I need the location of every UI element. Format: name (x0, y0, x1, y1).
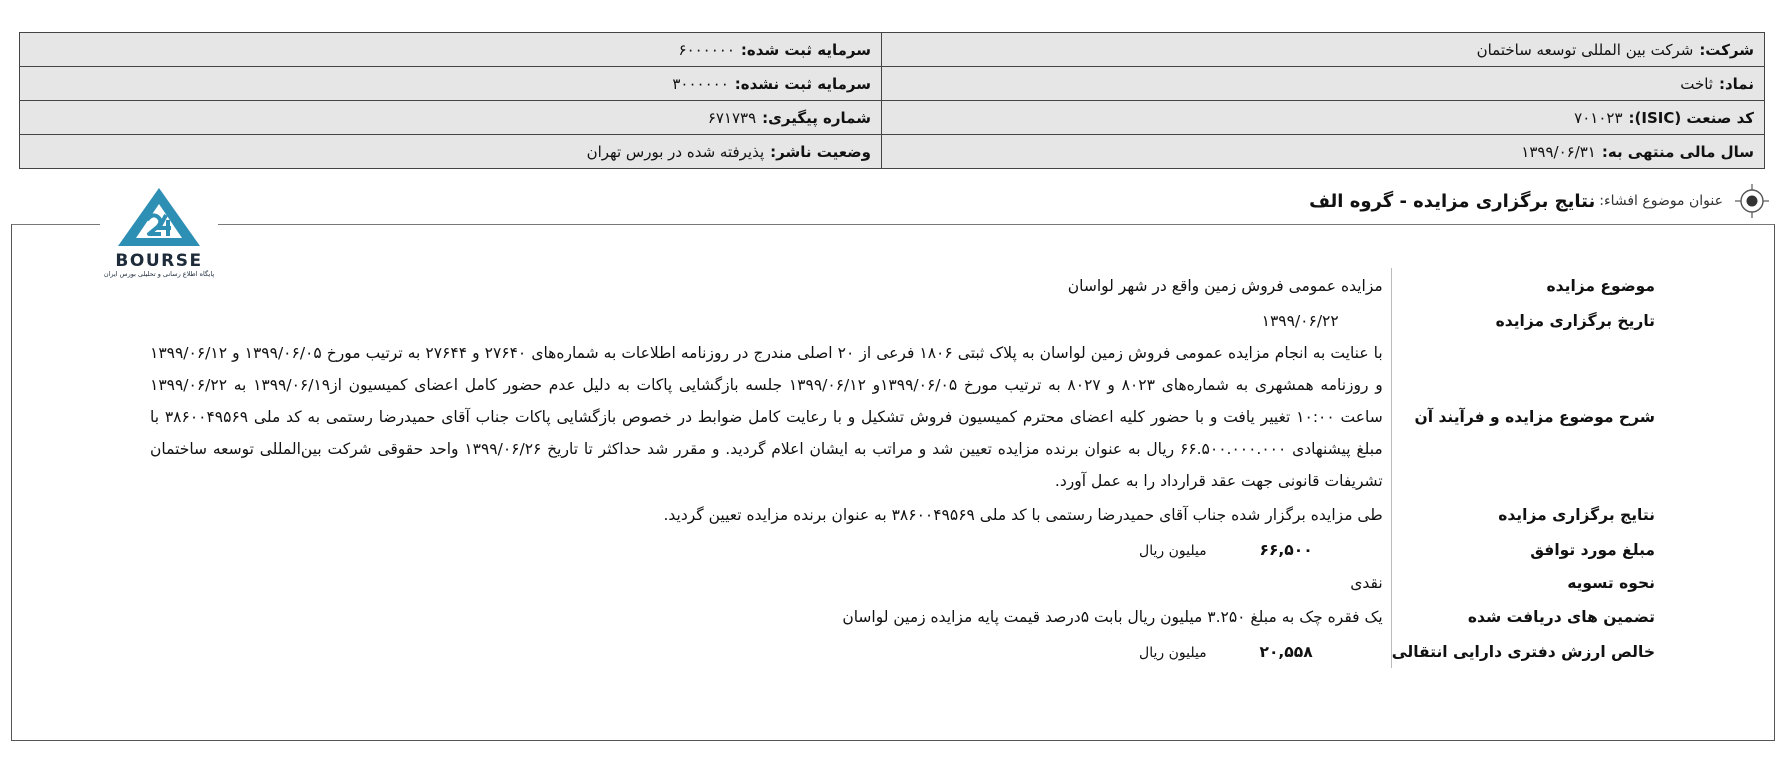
registered-capital-label: سرمایه ثبت شده: (740, 40, 871, 59)
detail-row (150, 268, 1655, 304)
info-row (20, 67, 1765, 101)
book-value-unit: میلیون ریال (1139, 644, 1207, 661)
subject-label: موضوع مزایده (1391, 268, 1655, 304)
logo-subtitle: پایگاه اطلاع رسانی و تحلیلی بورس ایران (103, 270, 215, 278)
book-value-cell (150, 635, 1391, 668)
agreed-amount-value: ۶۶,۵۰۰ (1259, 540, 1313, 559)
detail-row (150, 533, 1655, 566)
agreed-amount-unit: میلیون ریال (1139, 542, 1207, 559)
symbol-value: ثاخت (1680, 74, 1713, 93)
symbol-label: نماد: (1718, 74, 1754, 93)
fiscal-year-value: ۱۳۹۹/۰۶/۳۱ (1521, 142, 1596, 161)
results-value: طی مزایده برگزار شده جناب آقای حمیدرضا رستمی با کد ملی ۳۸۶۰۰۴۹۵۶۹ به عنوان برنده مزایده تعیین گردید. (663, 506, 1383, 524)
date-label: تاریخ برگزاری مزایده (1391, 304, 1655, 337)
detail-row (150, 497, 1655, 533)
unregistered-capital-cell (20, 67, 882, 101)
fiscal-year-label: سال مالی منتهی به: (1601, 142, 1754, 161)
company-value: شرکت بین المللی توسعه ساختمان (1476, 40, 1694, 59)
company-info-table (19, 32, 1765, 169)
book-value-value: ۲۰,۵۵۸ (1259, 642, 1313, 661)
detail-row (150, 304, 1655, 337)
unregistered-capital-value: ۳۰۰۰۰۰۰ (672, 74, 729, 93)
publisher-status-value: پذیرفته شده در بورس تهران (586, 142, 765, 161)
detail-row (150, 566, 1655, 599)
title-caption: عنوان موضوع افشاء: (1599, 193, 1723, 209)
tracking-label: شماره پیگیری: (762, 108, 871, 127)
date-text: ۱۳۹۹/۰۶/۲۲ (1261, 311, 1339, 330)
settlement-value: نقدی (1350, 573, 1383, 592)
isic-cell (882, 101, 1765, 135)
symbol-cell (882, 67, 1765, 101)
detail-row (150, 635, 1655, 668)
detail-row (150, 337, 1655, 497)
guarantees-label: تضمین های دریافت شده (1391, 599, 1655, 635)
registered-capital-value: ۶۰۰۰۰۰۰ (678, 40, 735, 59)
auction-details-table (150, 268, 1655, 668)
unregistered-capital-label: سرمایه ثبت نشده: (734, 74, 871, 93)
info-row (20, 101, 1765, 135)
detail-row (150, 599, 1655, 635)
date-value (150, 304, 1391, 337)
subject-value: مزایده عمومی فروش زمین واقع در شهر لواسان (1067, 277, 1383, 295)
book-value-label: خالص ارزش دفتری دارایی انتقالی (1391, 635, 1655, 668)
company-label: شرکت: (1699, 40, 1754, 59)
fiscal-year-cell (882, 135, 1765, 169)
tracking-cell (20, 101, 882, 135)
info-row (20, 135, 1765, 169)
logo-word: BOURSE (115, 251, 203, 271)
target-icon (1735, 184, 1769, 218)
company-cell (882, 33, 1765, 67)
results-label: نتایج برگزاری مزایده (1391, 497, 1655, 533)
agreed-amount-cell (150, 533, 1391, 566)
tracking-value: ۶۷۱۷۳۹ (707, 108, 757, 127)
registered-capital-cell (20, 33, 882, 67)
publisher-status-cell (20, 135, 882, 169)
isic-value: ۷۰۱۰۲۳ (1574, 108, 1623, 127)
isic-label: کد صنعت (ISIC): (1628, 108, 1754, 127)
description-label: شرح موضوع مزایده و فرآیند آن (1391, 337, 1655, 497)
disclosure-title-row (1309, 184, 1769, 218)
page-title: نتایج برگزاری مزایده - گروه الف (1309, 190, 1596, 212)
settlement-label: نحوه تسویه (1391, 566, 1655, 599)
guarantees-value: یک فقره چک به مبلغ ۳.۲۵۰ میلیون ریال بابت ۵درصد قیمت پایه مزایده زمین لواسان (842, 608, 1383, 626)
info-row (20, 33, 1765, 67)
logo-mark-icon (114, 186, 204, 248)
description-value: با عنایت به انجام مزایده عمومی فروش زمین لواسان به پلاک ثبتی ۱۸۰۶ فرعی از ۲۰ اصلی مندرج در روزنامه اطلاعات به شماره‌های ۲۷۶۴۰ و ۲۷۶۴۴ به ترتیب مورخ ۱۳۹۹/۰۶/۰۵ و ۱۳۹۹/۰۶/۱۲ و روزنامه همشهری به شماره‌های ۸۰۲۳ و ۸۰۲۷ به ترتیب مورخ ۱۳۹۹/۰۶/۰۵و ۱۳۹۹/۰۶/۱۲ جلسه بازگشایی پاکات به دلیل عدم حضور کامل اعضای کمیسیون از۱۳۹۹/۰۶/۱۹ به ۱۳۹۹/۰۶/۲۲ ساعت ۱۰:۰۰ تغییر یافت و با حضور کلیه اعضای محترم کمیسیون فروش تشکیل و با رعایت کامل ضوابط در خصوص بازگشایی پاکات جناب آقای حمیدرضا رستمی به کد ملی ۳۸۶۰۰۴۹۵۶۹ با مبلغ پیشنهادی ۶۶.۵۰۰.۰۰۰.۰۰۰ ریال به عنوان برنده مزایده تعیین شد و مراتب به ایشان اعلام گردید. و مقرر شد حداکثر تا تاریخ ۱۳۹۹/۰۶/۲۶ واحد حقوقی شرکت بین‌المللی توسعه ساختمان تشریفات قانونی جهت عقد قرارداد را به عمل آورد. (150, 344, 1383, 490)
publisher-status-label: وضعیت ناشر: (770, 142, 871, 161)
agreed-amount-label: مبلغ مورد توافق (1391, 533, 1655, 566)
